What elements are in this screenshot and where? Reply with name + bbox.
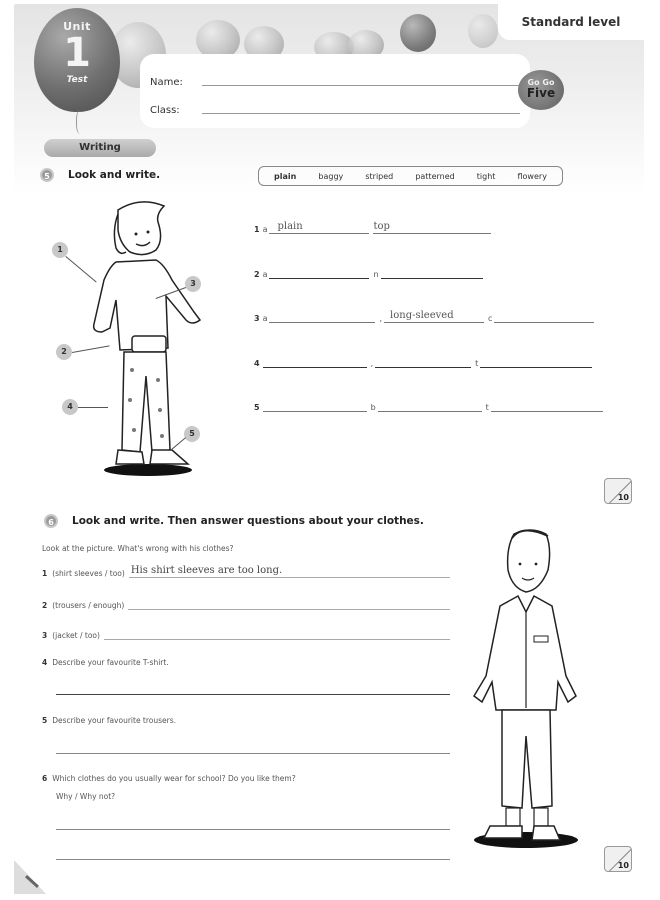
- question-6-followup: Why / Why not?: [56, 792, 116, 801]
- answer-line[interactable]: [104, 628, 450, 640]
- answer-blank[interactable]: [378, 400, 482, 412]
- ex5-row-3: [254, 311, 598, 323]
- answer-line[interactable]: [56, 694, 450, 695]
- ex5-row-1: [254, 222, 495, 234]
- answer-blank[interactable]: [480, 356, 592, 368]
- ex5-row-4: [254, 356, 596, 368]
- answer-blank[interactable]: [494, 311, 594, 323]
- student-info-box: [140, 54, 530, 128]
- score-box-exercise-5: [604, 478, 632, 504]
- question-number: 6: [42, 774, 48, 783]
- answer-prefix: a: [262, 225, 268, 234]
- callout-leader: [78, 407, 108, 408]
- question-prompt: (trousers / enough): [52, 601, 125, 610]
- class-row: [150, 102, 520, 116]
- answer-blank[interactable]: [384, 311, 484, 323]
- unit-test-label: Test: [66, 75, 88, 85]
- question-prompt: Describe your favourite trousers.: [52, 716, 177, 725]
- answer-blank[interactable]: [269, 311, 375, 323]
- answer-blank[interactable]: [491, 400, 603, 412]
- question-3: [42, 628, 450, 640]
- question-prompt: Describe your favourite T-shirt.: [52, 658, 169, 667]
- question-number: 3: [42, 631, 48, 640]
- question-1: [42, 566, 450, 578]
- answer-prefix: t: [475, 359, 479, 368]
- question-number: 4: [42, 658, 48, 667]
- handwritten-answer: long-sleeved: [390, 310, 454, 321]
- word-bank-item: flowery: [517, 171, 547, 181]
- answer-blank[interactable]: [381, 267, 483, 279]
- answer-blank[interactable]: [269, 267, 369, 279]
- exercise-number-badge: 6: [44, 514, 58, 528]
- answer-prefix: t: [485, 403, 489, 412]
- given-word: top: [373, 221, 390, 232]
- question-prompt: (shirt sleeves / too): [52, 569, 125, 578]
- unit-label: Unit: [63, 20, 91, 33]
- name-label: Name:: [150, 77, 183, 88]
- balloon-decoration: [468, 14, 498, 48]
- class-field[interactable]: [202, 102, 520, 114]
- exercise-number-badge: 5: [40, 168, 54, 182]
- unit-number: 1: [63, 30, 91, 76]
- answer-blank[interactable]: [263, 400, 367, 412]
- row-number: 2: [254, 270, 260, 279]
- answer-blank[interactable]: [269, 222, 369, 234]
- page-corner-icon: [14, 860, 46, 894]
- level-badge: Standard level: [498, 4, 644, 40]
- callout-5: 5: [184, 426, 200, 442]
- answer-blank[interactable]: [375, 356, 471, 368]
- name-field[interactable]: [202, 74, 520, 86]
- answer-prefix: ,: [379, 314, 383, 323]
- answer-line[interactable]: [56, 829, 450, 830]
- answer-blank[interactable]: [373, 222, 491, 234]
- row-number: 5: [254, 403, 260, 412]
- score-max: 10: [617, 493, 629, 502]
- exercise-5-heading: [40, 168, 160, 182]
- logo-top-text: Go Go: [527, 78, 555, 87]
- answer-prefix: n: [373, 270, 379, 279]
- question-number: 5: [42, 716, 48, 725]
- callout-2: 2: [56, 344, 72, 360]
- boy-illustration: [462, 526, 602, 852]
- answer-line[interactable]: [129, 566, 450, 578]
- answer-prefix: a: [262, 270, 268, 279]
- exercise-6-heading: [44, 514, 424, 528]
- unit-balloon: [34, 8, 120, 112]
- row-number: 1: [254, 225, 260, 234]
- answer-line[interactable]: [56, 753, 450, 754]
- answer-blank[interactable]: [263, 356, 367, 368]
- question-prompt: Which clothes do you usually wear for school? Do you like them?: [52, 774, 296, 783]
- word-bank-item: baggy: [318, 171, 344, 181]
- balloon-string: [76, 110, 86, 134]
- ex5-row-2: [254, 267, 487, 279]
- row-number: 3: [254, 314, 260, 323]
- answer-prefix: ,: [370, 359, 374, 368]
- callout-3: 3: [185, 276, 201, 292]
- question-number: 2: [42, 601, 48, 610]
- section-tab-writing: Writing: [44, 139, 156, 157]
- question-4: [42, 658, 169, 667]
- question-number: 1: [42, 569, 48, 578]
- handwritten-answer: plain: [277, 221, 303, 232]
- question-2: [42, 598, 450, 610]
- word-bank-item: tight: [476, 171, 496, 181]
- word-bank-item: striped: [365, 171, 394, 181]
- answer-line[interactable]: [128, 598, 450, 610]
- score-box-exercise-6: [604, 846, 632, 872]
- exercise-intro: Look at the picture. What's wrong with his clothes?: [42, 544, 234, 553]
- callout-4: 4: [62, 399, 78, 415]
- answer-prefix: b: [370, 403, 376, 412]
- ex5-row-5: [254, 400, 607, 412]
- logo-main-text: Five: [526, 86, 556, 100]
- brand-logo: [518, 70, 564, 110]
- name-row: [150, 74, 520, 88]
- answer-prefix: c: [488, 314, 493, 323]
- question-5: [42, 716, 176, 725]
- answer-prefix: a: [262, 314, 268, 323]
- handwritten-answer: His shirt sleeves are too long.: [130, 565, 283, 576]
- word-bank-item: plain: [274, 171, 297, 181]
- score-max: 10: [617, 861, 629, 870]
- callout-1: 1: [52, 242, 68, 258]
- word-bank-item: patterned: [415, 171, 455, 181]
- balloon-decoration: [400, 14, 436, 52]
- question-6: [42, 774, 296, 783]
- class-label: Class:: [150, 105, 180, 116]
- row-number: 4: [254, 359, 260, 368]
- question-prompt: (jacket / too): [52, 631, 100, 640]
- answer-line[interactable]: [56, 859, 450, 860]
- exercise-title: Look and write. Then answer questions about your clothes.: [72, 515, 424, 527]
- exercise-title: Look and write.: [68, 169, 161, 181]
- word-bank: [258, 166, 563, 186]
